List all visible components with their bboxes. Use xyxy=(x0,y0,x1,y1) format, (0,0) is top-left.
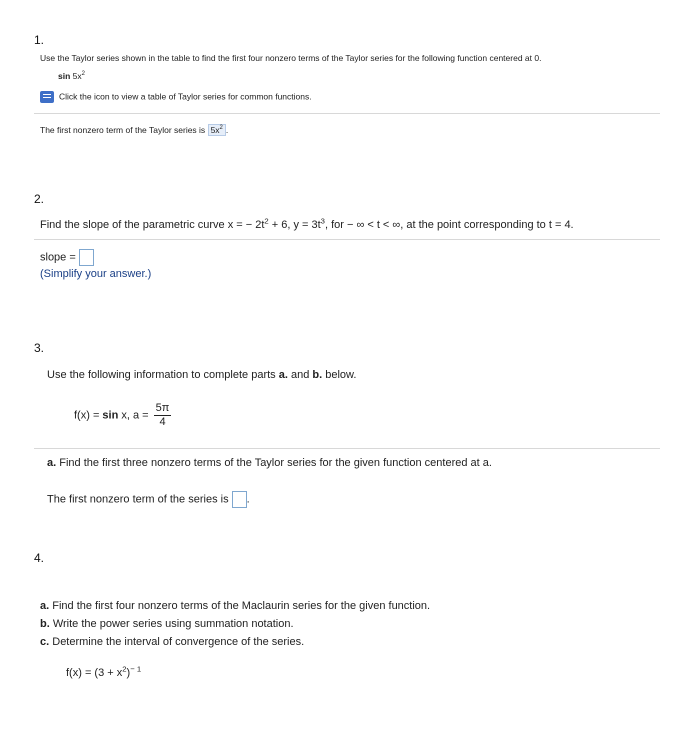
q4-a-label: a. xyxy=(40,600,50,612)
q3-function xyxy=(74,402,171,429)
q1-func-sin: sin xyxy=(58,71,71,81)
q1-answer xyxy=(40,125,228,135)
q4-c-text: Determine the interval of convergence of the series. xyxy=(49,636,305,648)
q2-prompt xyxy=(40,216,574,231)
q4-b-label: b. xyxy=(40,618,50,630)
q1-icon-label: Click the icon to view a table of Taylor series for common functions. xyxy=(59,91,312,102)
q3-intro xyxy=(47,369,356,381)
q3-fx-sin: sin xyxy=(102,409,119,422)
q3-intro-part-a: a. xyxy=(278,369,288,381)
q3-part-a-text: Find the first three nonzero terms of the Taylor series for the given function centered at a. xyxy=(56,457,492,469)
q4-function xyxy=(66,664,142,679)
q4-part-c xyxy=(40,636,304,648)
q2-number: 2. xyxy=(34,192,45,206)
q4-fx-a: f(x) = (3 + x xyxy=(66,667,123,679)
q2-exp1: 2 xyxy=(264,216,269,226)
q2-prompt-b: + 6, y = 3t xyxy=(268,219,321,231)
q4-part-b xyxy=(40,618,294,630)
q2-slope-label: slope = xyxy=(40,251,76,264)
q1-number: 1. xyxy=(34,33,45,47)
table-icon[interactable] xyxy=(40,91,54,103)
q3-intro-part-b: b. xyxy=(312,369,323,381)
q3-answer-suffix: . xyxy=(246,493,250,506)
q1-func-arg: 5x xyxy=(72,71,82,81)
q3-answer-prefix: The first nonzero term of the series is xyxy=(47,493,229,506)
q2-prompt-c: , for − ∞ < t < ∞, at the point corresponding to t = 4. xyxy=(324,219,574,231)
q4-c-label: c. xyxy=(40,636,50,648)
q4-a-text: Find the first four nonzero terms of the Maclaurin series for the given function. xyxy=(49,600,431,612)
slope-answer-input[interactable] xyxy=(79,249,94,266)
q3-part-a xyxy=(47,457,492,469)
q1-answer-exp: 2 xyxy=(219,125,223,132)
q3-part-a-label: a. xyxy=(47,457,57,469)
q3-frac-num: 5π xyxy=(155,402,170,414)
q1-table-link[interactable] xyxy=(40,91,312,103)
q1-answer-value xyxy=(208,124,229,136)
q1-func-exp: 2 xyxy=(81,71,85,78)
q3-answer xyxy=(47,491,250,508)
q2-simplify: (Simplify your answer.) xyxy=(40,268,152,280)
q4-fx-exp2: − 1 xyxy=(130,664,142,674)
q2-slope-row xyxy=(40,249,94,266)
q1-answer-value-text: 5x xyxy=(210,125,220,135)
q1-answer-prefix: The first nonzero term of the Taylor series is xyxy=(40,125,206,135)
q3-answer-input[interactable] xyxy=(232,491,247,508)
q3-fx-a: f(x) = xyxy=(74,409,103,422)
q3-fraction xyxy=(154,402,172,429)
q1-function xyxy=(58,71,85,81)
q2-divider xyxy=(34,239,660,240)
q3-intro-a: Use the following information to complete parts xyxy=(47,369,279,381)
q4-part-a xyxy=(40,600,430,612)
q1-instruction: Use the Taylor series shown in the table to find the first four nonzero terms of the Taylor series for the following function centered at 0. xyxy=(40,53,542,63)
q3-intro-d: below. xyxy=(322,369,357,381)
q2-exp2: 3 xyxy=(320,216,325,226)
q4-number: 4. xyxy=(34,551,45,565)
q1-divider xyxy=(34,113,660,114)
q3-divider xyxy=(34,448,660,449)
q3-intro-c: and xyxy=(287,369,313,381)
q4-fx-b: ) xyxy=(126,667,131,679)
q3-frac-den: 4 xyxy=(154,415,172,429)
q4-fx-exp: 2 xyxy=(122,664,127,674)
q4-b-text: Write the power series using summation notation. xyxy=(49,618,294,630)
q2-prompt-a: Find the slope of the parametric curve x = − 2t xyxy=(40,219,265,231)
q3-number: 3. xyxy=(34,341,45,355)
q3-fx-b: x, a = xyxy=(118,409,152,422)
q1-answer-suffix: . xyxy=(225,125,229,135)
